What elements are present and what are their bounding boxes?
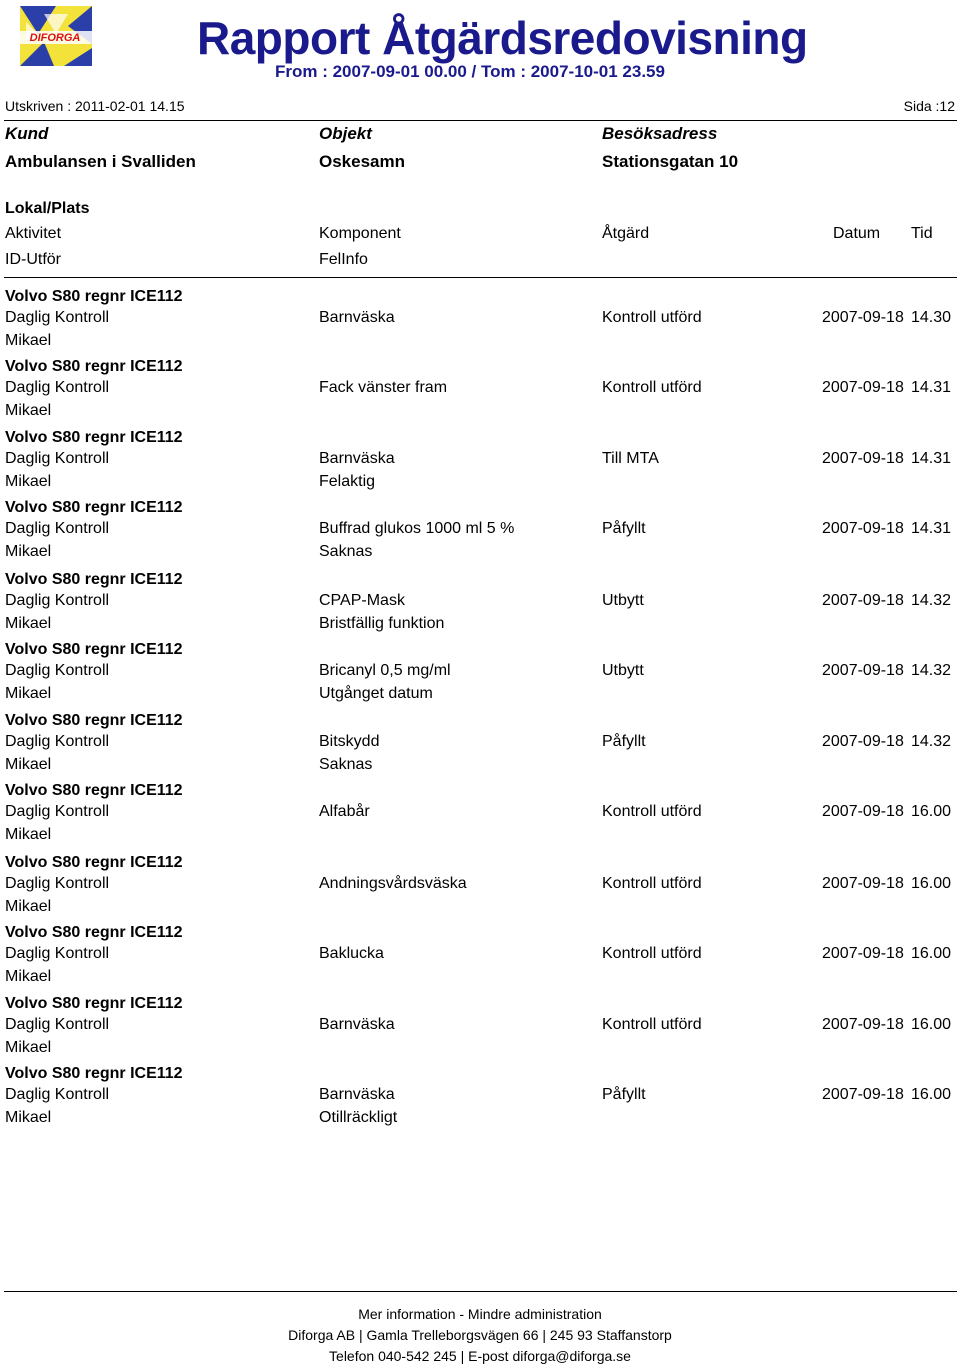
record-activity: Daglig Kontroll	[5, 379, 110, 396]
objekt-value: Oskesamn	[319, 152, 405, 171]
record-user: Mikael	[5, 402, 52, 419]
footer-contact: Telefon 040-542 245 | E-post diforga@diforga.se	[329, 1348, 631, 1364]
record-component: Barnväska	[319, 309, 395, 326]
col-komponent: Komponent	[319, 225, 401, 242]
record-fault-info: Bristfällig funktion	[319, 615, 445, 632]
record-activity: Daglig Kontroll	[5, 662, 110, 679]
record-activity: Daglig Kontroll	[5, 733, 110, 750]
record-activity: Daglig Kontroll	[5, 1086, 110, 1103]
record-date: 2007-09-18	[822, 592, 904, 609]
record-action: Till MTA	[602, 450, 659, 467]
record-location: Volvo S80 regnr ICE112	[5, 499, 183, 516]
record-user: Mikael	[5, 826, 52, 843]
record-user: Mikael	[5, 1039, 52, 1056]
record-component: Baklucka	[319, 945, 384, 962]
record-row	[0, 570, 960, 640]
record-time: 14.32	[911, 592, 952, 609]
record-component: Fack vänster fram	[319, 379, 448, 396]
record-row	[0, 498, 960, 568]
record-time: 16.00	[911, 1086, 952, 1103]
col-tid: Tid	[911, 225, 933, 242]
record-row	[0, 428, 960, 498]
record-action: Kontroll utförd	[602, 803, 702, 820]
col-id-utfor: ID-Utför	[5, 251, 61, 268]
record-fault-info: Saknas	[319, 543, 373, 560]
record-location: Volvo S80 regnr ICE112	[5, 854, 183, 871]
record-date: 2007-09-18	[822, 662, 904, 679]
record-fault-info: Utgånget datum	[319, 685, 433, 702]
record-date: 2007-09-18	[822, 1016, 904, 1033]
record-user: Mikael	[5, 685, 52, 702]
record-activity: Daglig Kontroll	[5, 450, 110, 467]
col-felinfo: FelInfo	[319, 251, 368, 268]
col-lokal: Lokal/Plats	[5, 200, 90, 217]
record-action: Kontroll utförd	[602, 875, 702, 892]
record-action: Påfyllt	[602, 733, 646, 750]
col-atgard: Åtgärd	[602, 225, 650, 242]
adress-label: Besöksadress	[602, 124, 718, 143]
record-time: 16.00	[911, 875, 952, 892]
record-component: Barnväska	[319, 1086, 395, 1103]
record-date: 2007-09-18	[822, 379, 904, 396]
record-location: Volvo S80 regnr ICE112	[5, 782, 183, 799]
record-action: Kontroll utförd	[602, 1016, 702, 1033]
record-action: Kontroll utförd	[602, 309, 702, 326]
record-location: Volvo S80 regnr ICE112	[5, 924, 183, 941]
record-time: 16.00	[911, 803, 952, 820]
record-fault-info: Felaktig	[319, 473, 376, 490]
record-date: 2007-09-18	[822, 309, 904, 326]
record-time: 16.00	[911, 1016, 952, 1033]
record-component: Alfabår	[319, 803, 370, 820]
record-activity: Daglig Kontroll	[5, 309, 110, 326]
kund-value: Ambulansen i Svalliden	[5, 152, 196, 171]
kund-label: Kund	[5, 124, 49, 143]
record-fault-info: Saknas	[319, 756, 373, 773]
record-component: Barnväska	[319, 450, 395, 467]
record-location: Volvo S80 regnr ICE112	[5, 429, 183, 446]
record-time: 14.30	[911, 309, 952, 326]
record-activity: Daglig Kontroll	[5, 803, 110, 820]
record-user: Mikael	[5, 968, 52, 985]
record-action: Kontroll utförd	[602, 379, 702, 396]
record-date: 2007-09-18	[822, 733, 904, 750]
record-user: Mikael	[5, 898, 52, 915]
record-time: 14.32	[911, 662, 952, 679]
footer-address: Diforga AB | Gamla Trelleborgsvägen 66 | 245 93 Staffanstorp	[288, 1327, 672, 1343]
date-range: From : 2007-09-01 00.00 / Tom : 2007-10-01 23.59	[275, 62, 665, 81]
record-date: 2007-09-18	[822, 803, 904, 820]
record-user: Mikael	[5, 756, 52, 773]
record-date: 2007-09-18	[822, 1086, 904, 1103]
logo-text: DIFORGA	[29, 32, 81, 44]
col-aktivitet: Aktivitet	[5, 225, 62, 242]
record-user: Mikael	[5, 332, 52, 349]
record-action: Påfyllt	[602, 520, 646, 537]
record-date: 2007-09-18	[822, 520, 904, 537]
diforga-logo	[14, 4, 96, 68]
record-activity: Daglig Kontroll	[5, 1016, 110, 1033]
record-row	[0, 994, 960, 1064]
record-action: Påfyllt	[602, 1086, 646, 1103]
record-user: Mikael	[5, 543, 52, 560]
record-time: 14.31	[911, 520, 952, 537]
record-row	[0, 711, 960, 781]
record-time: 14.32	[911, 733, 952, 750]
record-component: Buffrad glukos 1000 ml 5 %	[319, 520, 515, 537]
record-user: Mikael	[5, 473, 52, 490]
record-location: Volvo S80 regnr ICE112	[5, 712, 183, 729]
record-location: Volvo S80 regnr ICE112	[5, 358, 183, 375]
record-component: Andningsvårdsväska	[319, 875, 467, 892]
record-action: Kontroll utförd	[602, 945, 702, 962]
record-time: 14.31	[911, 450, 952, 467]
record-component: Bitskydd	[319, 733, 380, 750]
record-row	[0, 357, 960, 427]
record-component: Bricanyl 0,5 mg/ml	[319, 662, 451, 679]
record-row	[0, 1064, 960, 1134]
record-row	[0, 640, 960, 710]
record-location: Volvo S80 regnr ICE112	[5, 288, 183, 305]
record-time: 14.31	[911, 379, 952, 396]
footer-divider	[4, 1291, 957, 1292]
record-location: Volvo S80 regnr ICE112	[5, 995, 183, 1012]
record-activity: Daglig Kontroll	[5, 520, 110, 537]
record-date: 2007-09-18	[822, 945, 904, 962]
adress-value: Stationsgatan 10	[602, 152, 739, 171]
record-fault-info: Otillräckligt	[319, 1109, 398, 1126]
record-user: Mikael	[5, 1109, 52, 1126]
header-divider	[4, 120, 957, 121]
record-location: Volvo S80 regnr ICE112	[5, 571, 183, 588]
record-action: Utbytt	[602, 592, 644, 609]
record-user: Mikael	[5, 615, 52, 632]
record-row	[0, 781, 960, 851]
record-location: Volvo S80 regnr ICE112	[5, 641, 183, 658]
table-header-divider	[4, 277, 957, 278]
printed-timestamp: Utskriven : 2011-02-01 14.15	[5, 98, 185, 114]
record-activity: Daglig Kontroll	[5, 592, 110, 609]
record-date: 2007-09-18	[822, 875, 904, 892]
record-activity: Daglig Kontroll	[5, 875, 110, 892]
record-location: Volvo S80 regnr ICE112	[5, 1065, 183, 1082]
footer-tagline: Mer information - Mindre administration	[358, 1306, 602, 1322]
record-action: Utbytt	[602, 662, 644, 679]
objekt-label: Objekt	[319, 124, 372, 143]
record-row	[0, 287, 960, 357]
page-number: Sida :12	[903, 98, 955, 114]
col-datum: Datum	[833, 225, 881, 242]
record-row	[0, 853, 960, 923]
report-title: Rapport Åtgärdsredovisning	[197, 12, 808, 64]
record-time: 16.00	[911, 945, 952, 962]
record-activity: Daglig Kontroll	[5, 945, 110, 962]
record-component: CPAP-Mask	[319, 592, 405, 609]
record-date: 2007-09-18	[822, 450, 904, 467]
record-row	[0, 923, 960, 993]
record-component: Barnväska	[319, 1016, 395, 1033]
